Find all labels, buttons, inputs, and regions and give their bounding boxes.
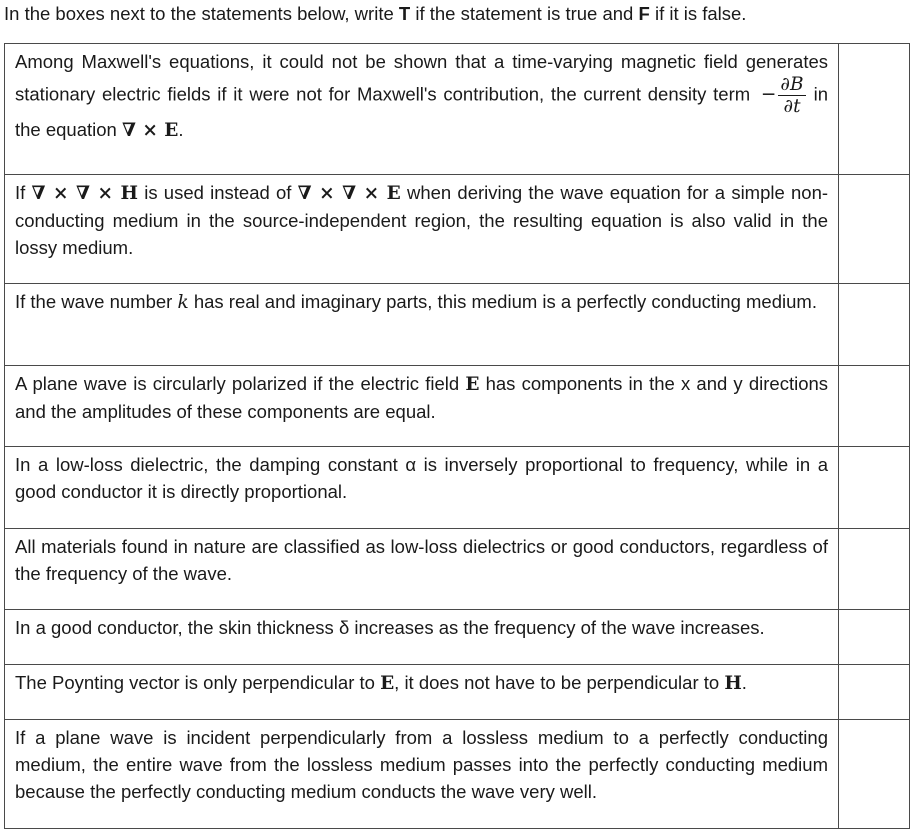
statement-2 (5, 175, 839, 284)
fraction-denominator: ∂t (783, 96, 801, 117)
statement-2-text-b: is used instead of (144, 182, 292, 203)
statement-1-text: Among Maxwell's equations, it could not be shown that a time-varying magnetic field generates stationary electric fields if it were not for Maxwell's contribution, the current density term (15, 51, 828, 105)
curl-e-expression: ∇ × E (121, 120, 179, 141)
electric-field-e: E (465, 374, 480, 395)
vector-h: H (724, 673, 742, 694)
statement-8-text-b: , it does not have to be perpendicular to (394, 672, 720, 693)
statement-4 (5, 366, 839, 447)
true-false-table (4, 43, 910, 829)
answer-box-4[interactable] (839, 366, 910, 447)
minus-sign: − (760, 84, 777, 106)
answer-box-9[interactable] (839, 720, 910, 829)
statement-6: All materials found in nature are classified as low-loss dielectrics or good conductors, regardless of the frequency of the wave. (5, 529, 839, 610)
statement-2-text-c: when deriving the wave equation for a simple non-conducting medium in the source-independent region, the resulting equation is also valid in the lossy medium. (15, 182, 829, 258)
fraction-numerator: ∂B (780, 74, 804, 95)
answer-box-5[interactable] (839, 447, 910, 529)
table-row (5, 529, 910, 610)
statement-7: In a good conductor, the skin thickness δ increases as the frequency of the wave increases. (5, 610, 839, 665)
statement-5: In a low-loss dielectric, the damping constant α is inversely proportional to frequency, while in a good conductor it is directly proportional. (5, 447, 839, 529)
table-row (5, 665, 910, 720)
statement-3-text-b: has real and imaginary parts, this medium is a perfectly conducting medium. (193, 291, 817, 312)
curl-curl-h-expression: ∇ × ∇ × H (31, 183, 138, 204)
answer-box-6[interactable] (839, 529, 910, 610)
instructions (4, 3, 909, 25)
vector-e: E (380, 673, 395, 694)
answer-box-8[interactable] (839, 665, 910, 720)
statement-4-text-a: A plane wave is circularly polarized if the electric field (15, 373, 460, 394)
statement-2-text-a: If (15, 182, 26, 203)
table-row (5, 720, 910, 829)
table-row (5, 610, 910, 665)
statement-8-text-a: The Poynting vector is only perpendicular to (15, 672, 375, 693)
instruction-text-3: if it is false. (649, 3, 747, 24)
statement-9: If a plane wave is incident perpendicularly from a lossless medium to a perfectly conducting medium, the entire wave from the lossless medium passes into the perfectly conducting medium because the perfectly conducting medium conducts the wave very well. (5, 720, 839, 829)
fraction-dB-dt (778, 75, 805, 116)
answer-box-2[interactable] (839, 175, 910, 284)
statement-3 (5, 284, 839, 366)
statement-3-text-a: If the wave number (15, 291, 173, 312)
instruction-text-2: if the statement is true and (410, 3, 639, 24)
period: . (178, 119, 184, 140)
period: . (741, 672, 747, 693)
table-row (5, 44, 910, 175)
instruction-true-letter: T (398, 3, 411, 24)
statement-4-text-b: has components in the x and y directions and the amplitudes of these components are equal. (15, 373, 829, 422)
curl-curl-e-expression: ∇ × ∇ × E (297, 183, 401, 204)
instruction-false-letter: F (638, 3, 650, 24)
table-row (5, 175, 910, 284)
statement-8 (5, 665, 839, 720)
answer-box-1[interactable] (839, 44, 910, 175)
instruction-text-1: In the boxes next to the statements below, write (4, 3, 399, 24)
answer-box-3[interactable] (839, 284, 910, 366)
table-row (5, 284, 910, 366)
answer-box-7[interactable] (839, 610, 910, 665)
statement-1-text-b: in the equation (15, 83, 828, 140)
table-row (5, 447, 910, 529)
wave-number-k: k (177, 292, 189, 313)
table-row (5, 366, 910, 447)
statement-1 (5, 44, 839, 175)
